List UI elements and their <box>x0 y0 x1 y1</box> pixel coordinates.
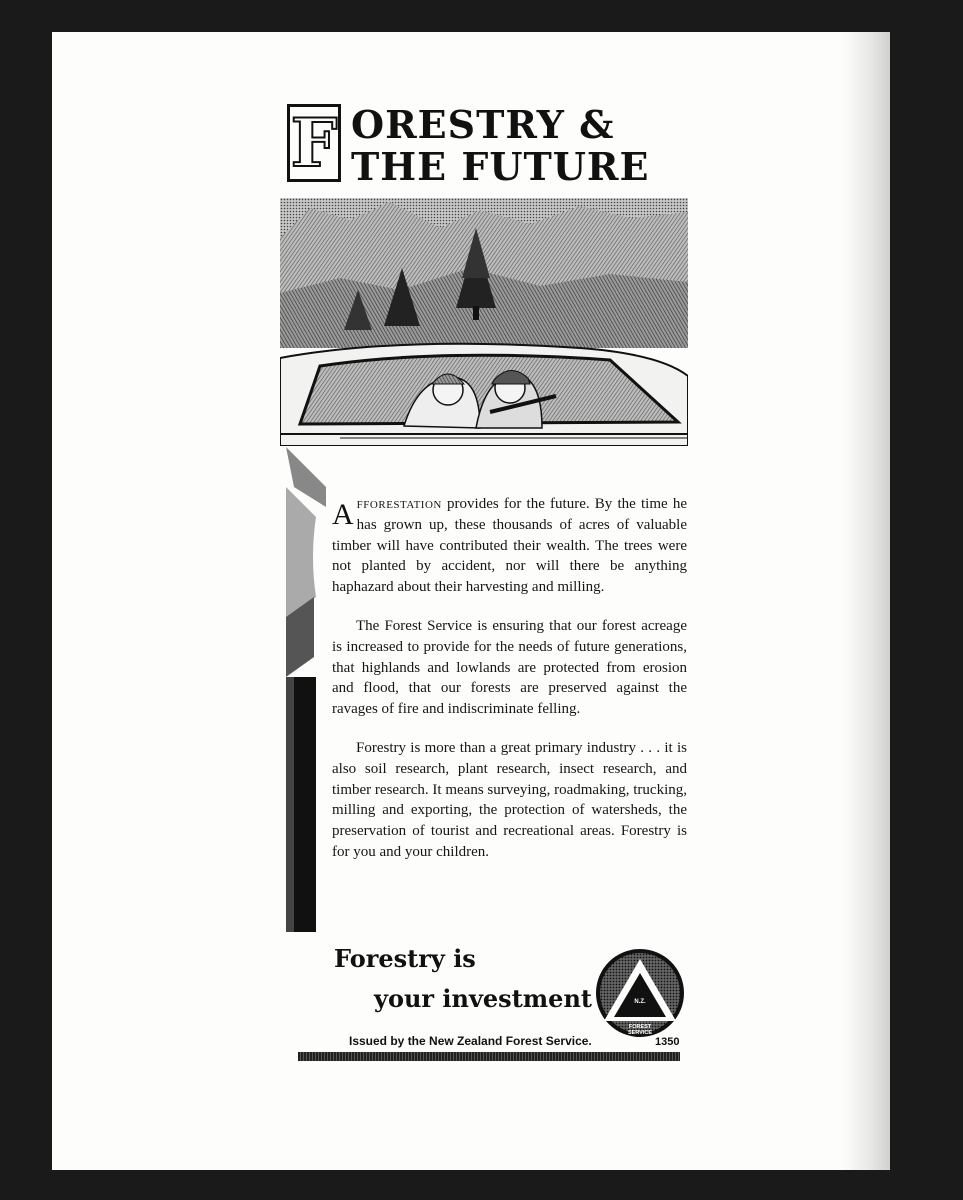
ad-number: 1350 <box>655 1036 680 1048</box>
article-body <box>332 494 687 881</box>
slogan-line-1: Forestry is <box>334 944 476 973</box>
article-paragraph-3: Forestry is more than a great primary industry . . . it is also soil research, plant research, insect research, and timber research. It means surveying, roadmaking, trucking, milling and exporting, the protection of watersheds, the preservation of tourist and recreational areas. Forestry is for you and your children. <box>332 739 687 860</box>
bottom-rule <box>298 1052 680 1061</box>
forest-service-emblem <box>594 947 686 1039</box>
headline <box>287 102 687 192</box>
emblem-bottom-text-2: SERVICE <box>627 1030 653 1036</box>
magazine-page <box>52 32 890 1170</box>
headline-line-1: ORESTRY & <box>351 102 615 147</box>
page-edge-shadow <box>842 32 890 1170</box>
article-paragraph-1-text: provides for the future. By the time he has grown up, these thousands of acres of valuable timber will have contributed their wealth. The trees were not planted by accident, nor will there be anything haphazard about their harvesting and milling. <box>332 496 687 596</box>
headline-line-2: THE FUTURE <box>351 144 650 189</box>
headline-initial-box: F <box>287 104 341 182</box>
car-forest-illustration <box>280 198 688 446</box>
article-dropcap: A <box>332 498 354 531</box>
emblem-bottom-text-1: FOREST <box>628 1024 652 1030</box>
slogan-line-2: your investment <box>374 984 592 1013</box>
article-paragraph-2: The Forest Service is ensuring that our forest acreage is increased to provide for the needs of future generations, that highlands and lowlands are protected from erosion and flood, that our forests are preserved against the ravages of fire and indiscriminate felling. <box>332 617 687 718</box>
car-body-illustration <box>286 447 326 932</box>
emblem-top-text: N.Z. <box>634 999 646 1005</box>
article-lead-word: fforestation <box>356 496 442 512</box>
issued-by-line: Issued by the New Zealand Forest Service. <box>349 1034 592 1048</box>
article-paragraph-1 <box>332 494 687 598</box>
